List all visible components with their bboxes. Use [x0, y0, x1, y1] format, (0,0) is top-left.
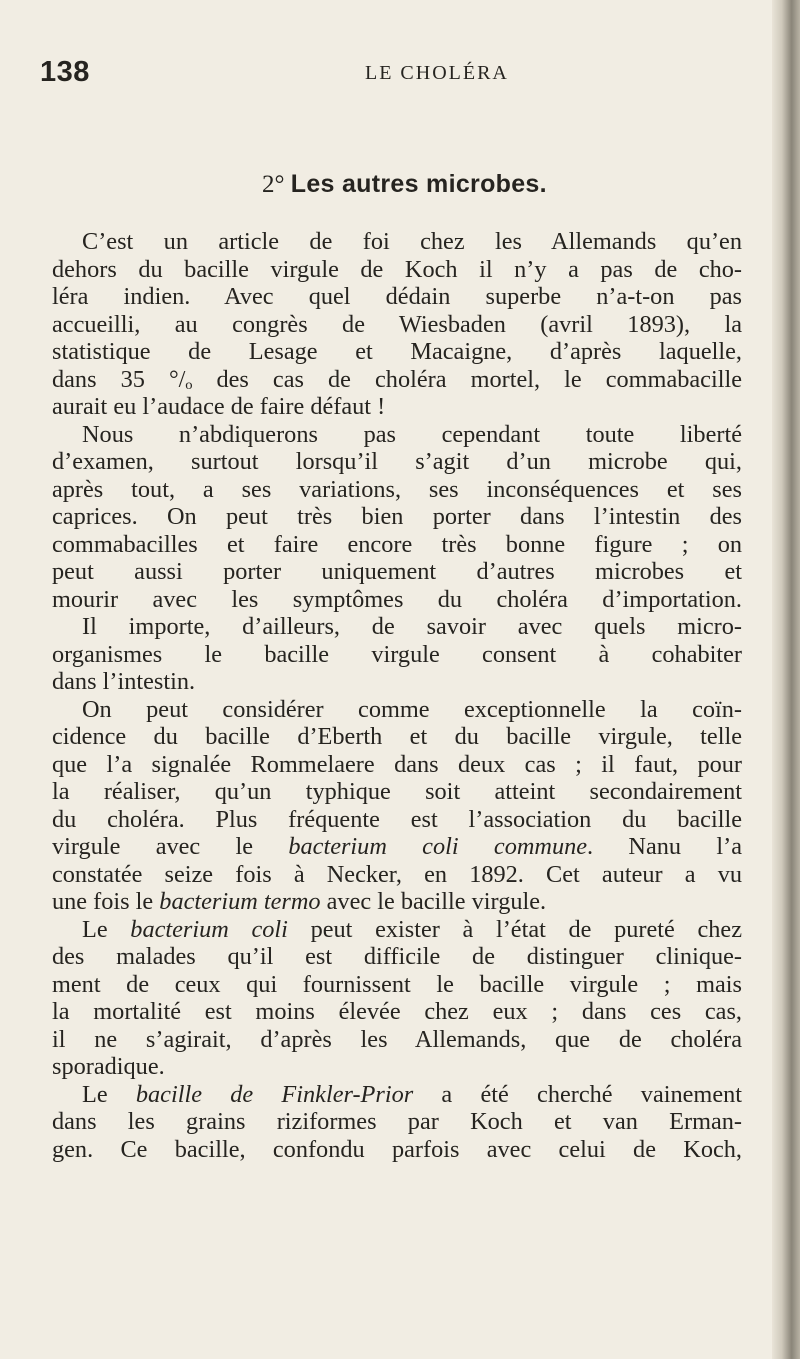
body-text — [52, 228, 742, 1163]
text-line — [52, 1053, 742, 1081]
text-line — [52, 861, 742, 889]
text-segment: Le — [82, 1080, 136, 1108]
italic-term: bacille de Finkler-Prior — [135, 1080, 414, 1108]
text-line — [52, 1081, 742, 1109]
text-segment: mourir avec les symptômes du choléra d’importation. — [52, 585, 742, 613]
text-line — [52, 1026, 742, 1054]
text-line — [52, 586, 742, 614]
text-line — [52, 751, 742, 779]
text-segment: peut aussi porter uniquement d’autres microbes et — [52, 558, 742, 585]
text-line — [52, 256, 742, 284]
text-segment: du choléra. Plus fréquente est l’association du bacille — [52, 805, 742, 833]
text-segment: que l’a signalée Rommelaere dans deux cas ; il faut, pour — [52, 750, 742, 778]
text-line — [52, 531, 742, 559]
text-segment: a été cherché vainement — [413, 1080, 742, 1108]
text-segment: Il importe, d’ailleurs, de savoir avec quels micro- — [82, 613, 742, 640]
page-header — [40, 56, 760, 96]
text-line — [52, 806, 742, 834]
text-line — [52, 283, 742, 311]
text-line — [52, 366, 742, 394]
section-heading — [262, 170, 547, 199]
running-title: LE CHOLÉRA — [365, 62, 509, 84]
text-segment: peut exister à l’état de pureté chez — [287, 915, 743, 943]
text-line — [52, 476, 742, 504]
text-segment: ment de ceux qui fournissent le bacille virgule ; mais — [52, 970, 742, 998]
text-line — [52, 778, 742, 806]
text-segment: des malades qu’il est difficile de distinguer clinique- — [52, 943, 742, 970]
text-segment: d’examen, surtout lorsqu’il s’agit d’un microbe qui, — [52, 448, 742, 475]
page-number: 138 — [40, 56, 90, 88]
text-line — [52, 448, 742, 476]
text-line — [52, 393, 742, 421]
text-segment: C’est un article de foi chez les Allemands qu’en — [82, 228, 742, 255]
text-segment: avec le bacille virgule. — [320, 888, 547, 915]
section-title: Les autres microbes. — [290, 170, 547, 198]
text-segment: après tout, a ses variations, ses inconséquences et ses — [52, 475, 742, 503]
text-segment: constatée seize fois à Necker, en 1892. Cet auteur a vu — [52, 860, 742, 888]
text-line — [52, 311, 742, 339]
text-segment: gen. Ce bacille, confondu parfois avec celui de Koch, — [52, 1135, 742, 1163]
text-line — [52, 503, 742, 531]
italic-term: bacterium coli commune — [288, 833, 588, 860]
text-line — [52, 1136, 742, 1164]
text-segment: la réaliser, qu’un typhique soit atteint secondairement — [52, 778, 742, 805]
text-line — [52, 668, 742, 696]
section-number: 2° — [262, 171, 285, 198]
text-line — [52, 833, 742, 861]
text-line — [52, 723, 742, 751]
text-segment: dans les grains riziformes par Koch et van Erman- — [52, 1108, 742, 1135]
text-segment: statistique de Lesage et Macaigne, d’après laquelle, — [52, 338, 742, 365]
text-line — [52, 613, 742, 641]
italic-term: bacterium termo — [159, 888, 321, 915]
italic-term: bacterium coli — [130, 915, 288, 943]
text-segment: il ne s’agirait, d’après les Allemands, que de choléra — [52, 1025, 742, 1053]
text-segment: la mortalité est moins élevée chez eux ; dans ces cas, — [52, 998, 742, 1025]
text-segment: dehors du bacille virgule de Koch il n’y a pas de cho- — [52, 255, 742, 283]
text-line — [52, 1108, 742, 1136]
text-line — [52, 916, 742, 944]
text-segment: léra indien. Avec quel dédain superbe n’a-t-on pas — [52, 283, 742, 310]
text-segment: virgule avec le — [52, 833, 289, 860]
text-segment: commabacilles et faire encore très bonne figure ; on — [52, 530, 742, 558]
text-line — [52, 888, 742, 916]
text-line — [52, 943, 742, 971]
text-segment: aurait eu l’audace de faire défaut ! — [52, 393, 386, 420]
text-segment: dans 35 °/ₒ des cas de choléra mortel, le commabacille — [52, 365, 742, 393]
text-line — [52, 558, 742, 586]
text-segment: sporadique. — [52, 1053, 165, 1080]
text-segment: Le — [82, 915, 131, 943]
text-segment: On peut considérer comme exceptionnelle la coïn- — [82, 695, 742, 723]
text-segment: organismes le bacille virgule consent à cohabiter — [52, 640, 742, 668]
text-line — [52, 338, 742, 366]
text-segment: dans l’intestin. — [52, 668, 196, 695]
text-segment: Nous n’abdiquerons pas cependant toute liberté — [82, 420, 742, 448]
page-edge-shadow — [772, 0, 800, 1359]
text-line — [52, 228, 742, 256]
text-segment: accueilli, au congrès de Wiesbaden (avril 1893), la — [52, 310, 742, 338]
text-segment: caprices. On peut très bien porter dans l’intestin des — [52, 503, 742, 530]
text-line — [52, 696, 742, 724]
text-line — [52, 998, 742, 1026]
text-line — [52, 421, 742, 449]
text-segment: cidence du bacille d’Eberth et du bacille virgule, telle — [52, 723, 742, 750]
text-segment: une fois le — [52, 888, 160, 915]
text-line — [52, 971, 742, 999]
text-segment: . Nanu l’a — [587, 833, 742, 860]
text-line — [52, 641, 742, 669]
